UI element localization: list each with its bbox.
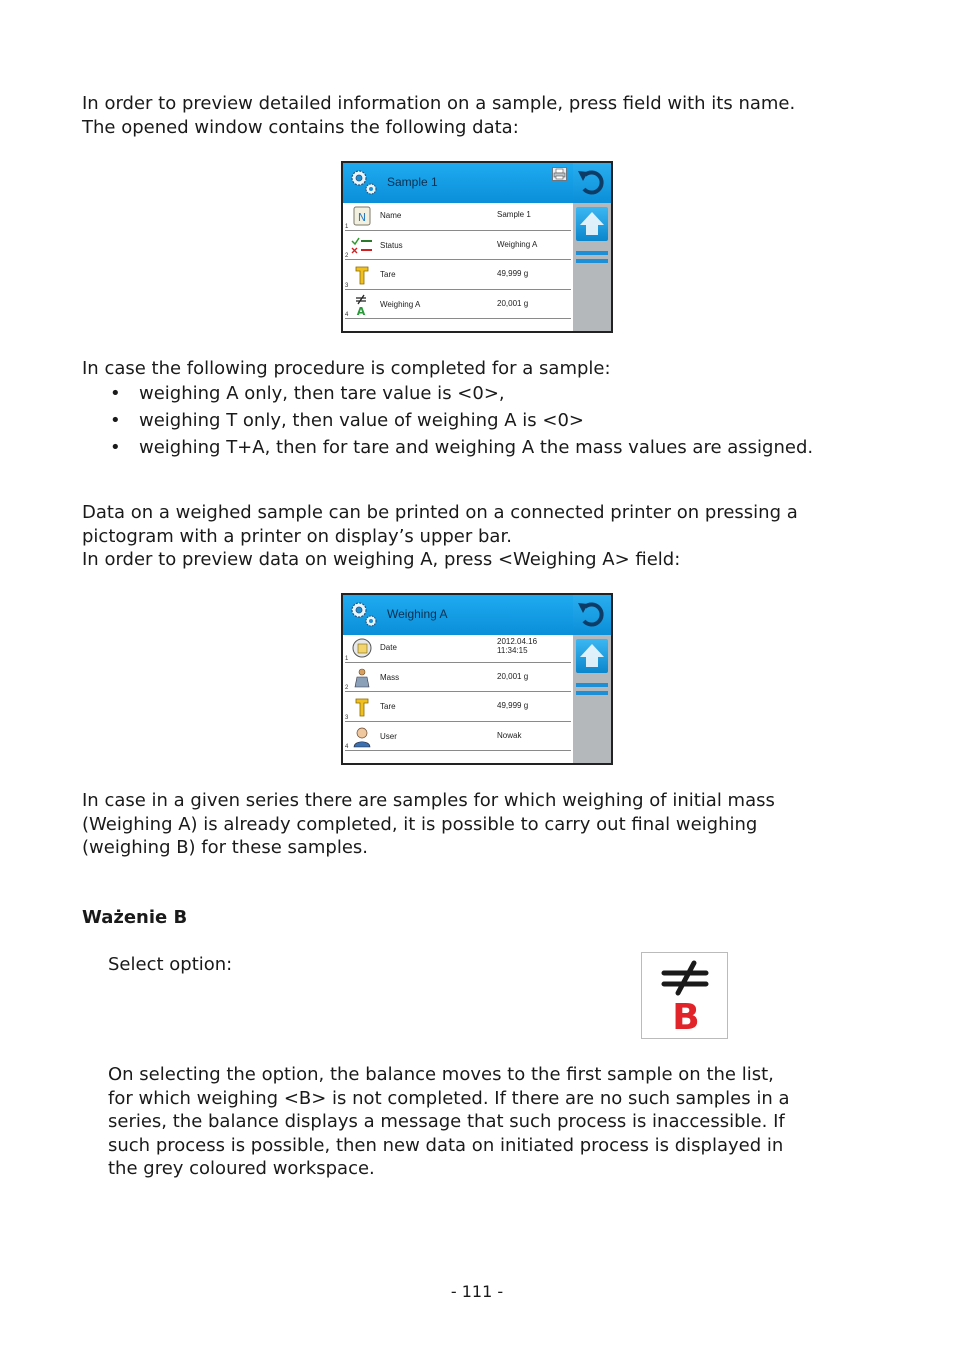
row-value: Sample 1	[497, 210, 531, 219]
row-label: Name	[380, 211, 402, 220]
weighing-info-list	[345, 633, 571, 751]
text-line: (Weighing A) is already completed, it is possible to carry out final weighing	[82, 813, 758, 835]
row-index: 1	[345, 223, 349, 230]
row-index: 4	[345, 312, 349, 318]
status-icon	[351, 235, 373, 257]
sample-info-list	[345, 201, 571, 319]
intro-line: In order to preview detailed information on a sample, press field with its name.	[82, 93, 796, 114]
back-button[interactable]	[573, 595, 611, 635]
intro-paragraph	[82, 92, 795, 139]
scroll-handle[interactable]	[576, 681, 608, 699]
weighing-b-icon	[642, 953, 727, 1038]
list-item: • weighing A only, then tare value is <0>,	[82, 380, 813, 407]
text-line: In order to preview data on weighing A, press <Weighing A> field:	[82, 549, 681, 570]
page-number: - 111 -	[450, 1282, 504, 1301]
side-navigation	[573, 595, 611, 763]
list-item[interactable]	[345, 201, 571, 231]
row-value: 20,001 g	[497, 298, 529, 308]
section-heading: Ważenie B	[82, 907, 188, 928]
name-icon	[351, 205, 373, 227]
text-line: On selecting the option, the balance moves to the first sample on the list,	[108, 1064, 774, 1085]
list-item[interactable]	[345, 290, 571, 320]
text-line: In case in a given series there are samples for which weighing of initial mass	[82, 790, 775, 811]
settings-gears-icon	[347, 167, 381, 199]
tare-icon	[351, 696, 373, 718]
row-index: 2	[345, 685, 349, 691]
row-label: Tare	[380, 270, 396, 279]
screen-title: Sample 1	[387, 175, 438, 189]
scroll-up-button[interactable]	[576, 639, 608, 673]
list-item: • weighing T only, then value of weighing A is <0>	[82, 407, 813, 434]
weighing-a-icon	[351, 294, 373, 316]
row-label: Tare	[380, 702, 396, 711]
back-arrow-icon	[573, 595, 611, 635]
row-label: User	[380, 731, 397, 741]
screen-title: Weighing A	[387, 607, 448, 621]
final-paragraph	[108, 1063, 790, 1181]
list-item[interactable]	[345, 692, 571, 722]
row-label: Mass	[380, 672, 400, 682]
row-label: Date	[380, 643, 397, 652]
user-icon	[351, 726, 373, 748]
text-line: for which weighing <B> is not completed. If there are no such samples in a	[108, 1087, 790, 1109]
row-index: 4	[345, 744, 349, 750]
row-value	[497, 638, 537, 655]
screen-title-bar	[343, 163, 573, 203]
intro-line: The opened window contains the following data:	[82, 116, 519, 138]
row-index: 2	[345, 253, 349, 259]
scroll-handle[interactable]	[576, 249, 608, 267]
sample-details-screen	[341, 161, 613, 333]
settings-gears-icon	[347, 599, 381, 631]
row-value: 49,999 g	[497, 269, 529, 278]
row-index: 3	[345, 282, 349, 289]
list-item[interactable]	[345, 633, 571, 663]
arrow-up-icon	[576, 639, 608, 673]
screen-title-bar	[343, 595, 573, 635]
date-icon	[351, 637, 373, 659]
text-line: the grey coloured workspace.	[108, 1158, 375, 1179]
text-line: pictogram with a printer on display’s upper bar.	[82, 525, 512, 547]
text-line: (weighing B) for these samples.	[82, 837, 369, 858]
date-value: 2012.04.16	[497, 637, 538, 646]
option-letter: B	[672, 997, 700, 1038]
list-item[interactable]	[345, 260, 571, 290]
row-label: Status	[380, 240, 403, 250]
back-arrow-icon	[573, 163, 611, 203]
side-navigation	[573, 163, 611, 331]
row-value: 49,999 g	[497, 701, 529, 710]
row-value: Weighing A	[497, 239, 538, 249]
row-label: Weighing A	[380, 299, 421, 309]
list-item[interactable]	[345, 722, 571, 752]
back-button[interactable]	[573, 163, 611, 203]
list-item[interactable]	[345, 231, 571, 261]
arrow-up-icon	[576, 207, 608, 241]
procedure-intro: In case the following procedure is completed for a sample:	[82, 358, 611, 379]
weighing-b-option-button[interactable]	[641, 952, 728, 1039]
procedure-list	[82, 380, 813, 461]
printer-icon[interactable]	[552, 167, 567, 181]
text-line: such process is possible, then new data on initiated process is displayed in	[108, 1134, 784, 1156]
scroll-up-button[interactable]	[576, 207, 608, 241]
row-value: Nowak	[497, 730, 522, 740]
text-line: Data on a weighed sample can be printed on a connected printer on pressing a	[82, 502, 798, 523]
series-info-paragraph	[82, 789, 775, 860]
svg-text:N: N	[357, 211, 367, 224]
row-index: 1	[345, 655, 349, 662]
print-info-paragraph	[82, 501, 798, 572]
weighing-a-screen	[341, 593, 613, 765]
text-line: series, the balance displays a message that such process is inaccessible. If	[108, 1111, 785, 1132]
mass-icon	[351, 667, 373, 689]
svg-text:A: A	[356, 304, 366, 316]
tare-icon	[351, 264, 373, 286]
time-value: 11:34:15	[497, 645, 528, 655]
row-index: 3	[345, 714, 349, 721]
list-item[interactable]	[345, 663, 571, 693]
list-item: • weighing T+A, then for tare and weighing A the mass values are assigned.	[82, 434, 813, 461]
select-option-label: Select option:	[108, 954, 233, 975]
row-value: 20,001 g	[497, 671, 529, 681]
